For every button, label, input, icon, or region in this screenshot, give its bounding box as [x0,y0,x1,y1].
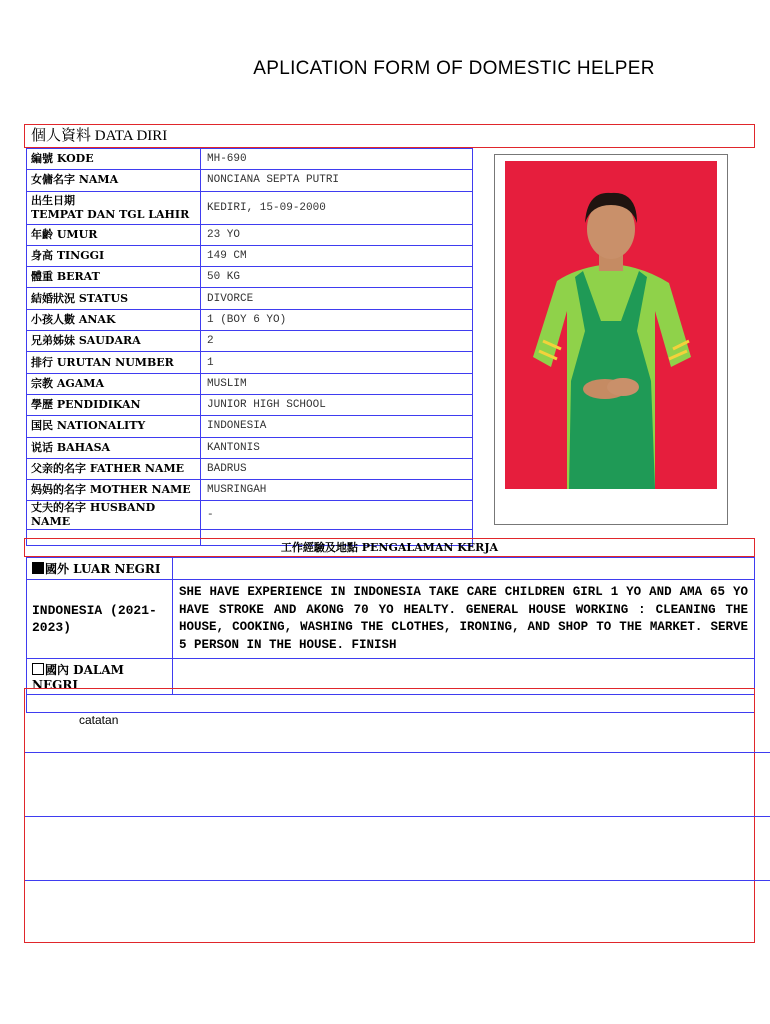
notes-section [24,688,755,943]
section-header-data-diri: 個人資料 DATA DIRI [24,124,755,148]
info-value: NONCIANA SEPTA PUTRI [201,170,473,191]
info-row [27,267,473,288]
experience-description: SHE HAVE EXPERIENCE IN INDONESIA TAKE CARE CHILDREN GIRL 1 YO AND AMA 65 YO HAVE STROKE AND AKONG 70 YO HEALTY. GENERAL HOUSE WORKING : CLEANING THE HOUSE, COOKING, WASHING THE CLOTHES, IRONING, AND SHOP TO THE MARKET. SERVE 5 PERSON IN THE HOUSE. FINISH [173,580,755,659]
personal-info-table [26,148,473,546]
info-label: 年齡 UMUR [27,224,201,245]
unchecked-box-icon[interactable] [32,663,44,675]
notes-row-2[interactable] [25,753,770,817]
form-title: APLICATION FORM OF DOMESTIC HELPER [253,58,655,79]
abroad-label: 國外 LUAR NEGRI [45,562,161,576]
info-value: 1 [201,352,473,373]
info-row [27,480,473,501]
experience-header: 工作經驗及地點 PENGALAMAN KERJA [24,538,755,557]
info-label: 兄弟姊妹 SAUDARA [27,331,201,352]
applicant-photo [505,161,717,489]
info-value: 23 YO [201,224,473,245]
notes-row-1 [25,689,770,753]
info-value: 2 [201,331,473,352]
country-period: INDONESIA (2021-2023) [27,580,173,659]
info-row [27,191,473,224]
info-row [27,501,473,530]
info-value: INDONESIA [201,416,473,437]
info-row [27,373,473,394]
info-value: BADRUS [201,458,473,479]
abroad-empty-cell [173,558,755,580]
photo-frame [494,154,728,525]
info-value: MUSRINGAH [201,480,473,501]
info-label: 學歷 PENDIDIKAN [27,394,201,415]
info-label: 丈夫的名字 HUSBAND NAME [27,501,201,530]
notes-row-4[interactable] [25,881,770,945]
info-row [27,331,473,352]
info-value: 149 CM [201,245,473,266]
info-value: MUSLIM [201,373,473,394]
info-label: 體重 BERAT [27,267,201,288]
info-label: 国民 NATIONALITY [27,416,201,437]
info-row [27,352,473,373]
info-row [27,245,473,266]
info-label: 編號 KODE [27,149,201,170]
info-value: KANTONIS [201,437,473,458]
checked-box-icon[interactable] [32,562,44,574]
info-value: DIVORCE [201,288,473,309]
info-label: 女傭名字 NAMA [27,170,201,191]
info-row [27,288,473,309]
info-label: 排行 URUTAN NUMBER [27,352,201,373]
info-value: 1 (BOY 6 YO) [201,309,473,330]
info-row [27,309,473,330]
info-label: 宗教 AGAMA [27,373,201,394]
info-row [27,149,473,170]
info-row [27,170,473,191]
info-value: KEDIRI, 15-09-2000 [201,191,473,224]
info-value: 50 KG [201,267,473,288]
info-label: 说话 BAHASA [27,437,201,458]
info-label: 父亲的名字 FATHER NAME [27,458,201,479]
info-label: 出生日期 TEMPAT DAN TGL LAHIR [27,191,201,224]
info-row [27,437,473,458]
info-label: 小孩人數 ANAK [27,309,201,330]
info-value: - [201,501,473,530]
info-row [27,416,473,437]
info-row [27,394,473,415]
info-value: JUNIOR HIGH SCHOOL [201,394,473,415]
notes-row-3[interactable] [25,817,770,881]
applicant-photo-illustration [505,161,717,489]
abroad-label-cell [27,558,173,580]
domestic-label: 國內 DALAM NEGRI [32,663,124,692]
info-label: 結婚狀況 STATUS [27,288,201,309]
info-row [27,224,473,245]
notes-label: catatan [79,713,119,727]
info-label: 妈妈的名字 MOTHER NAME [27,480,201,501]
info-row [27,458,473,479]
info-value: MH-690 [201,149,473,170]
info-label: 身高 TINGGI [27,245,201,266]
